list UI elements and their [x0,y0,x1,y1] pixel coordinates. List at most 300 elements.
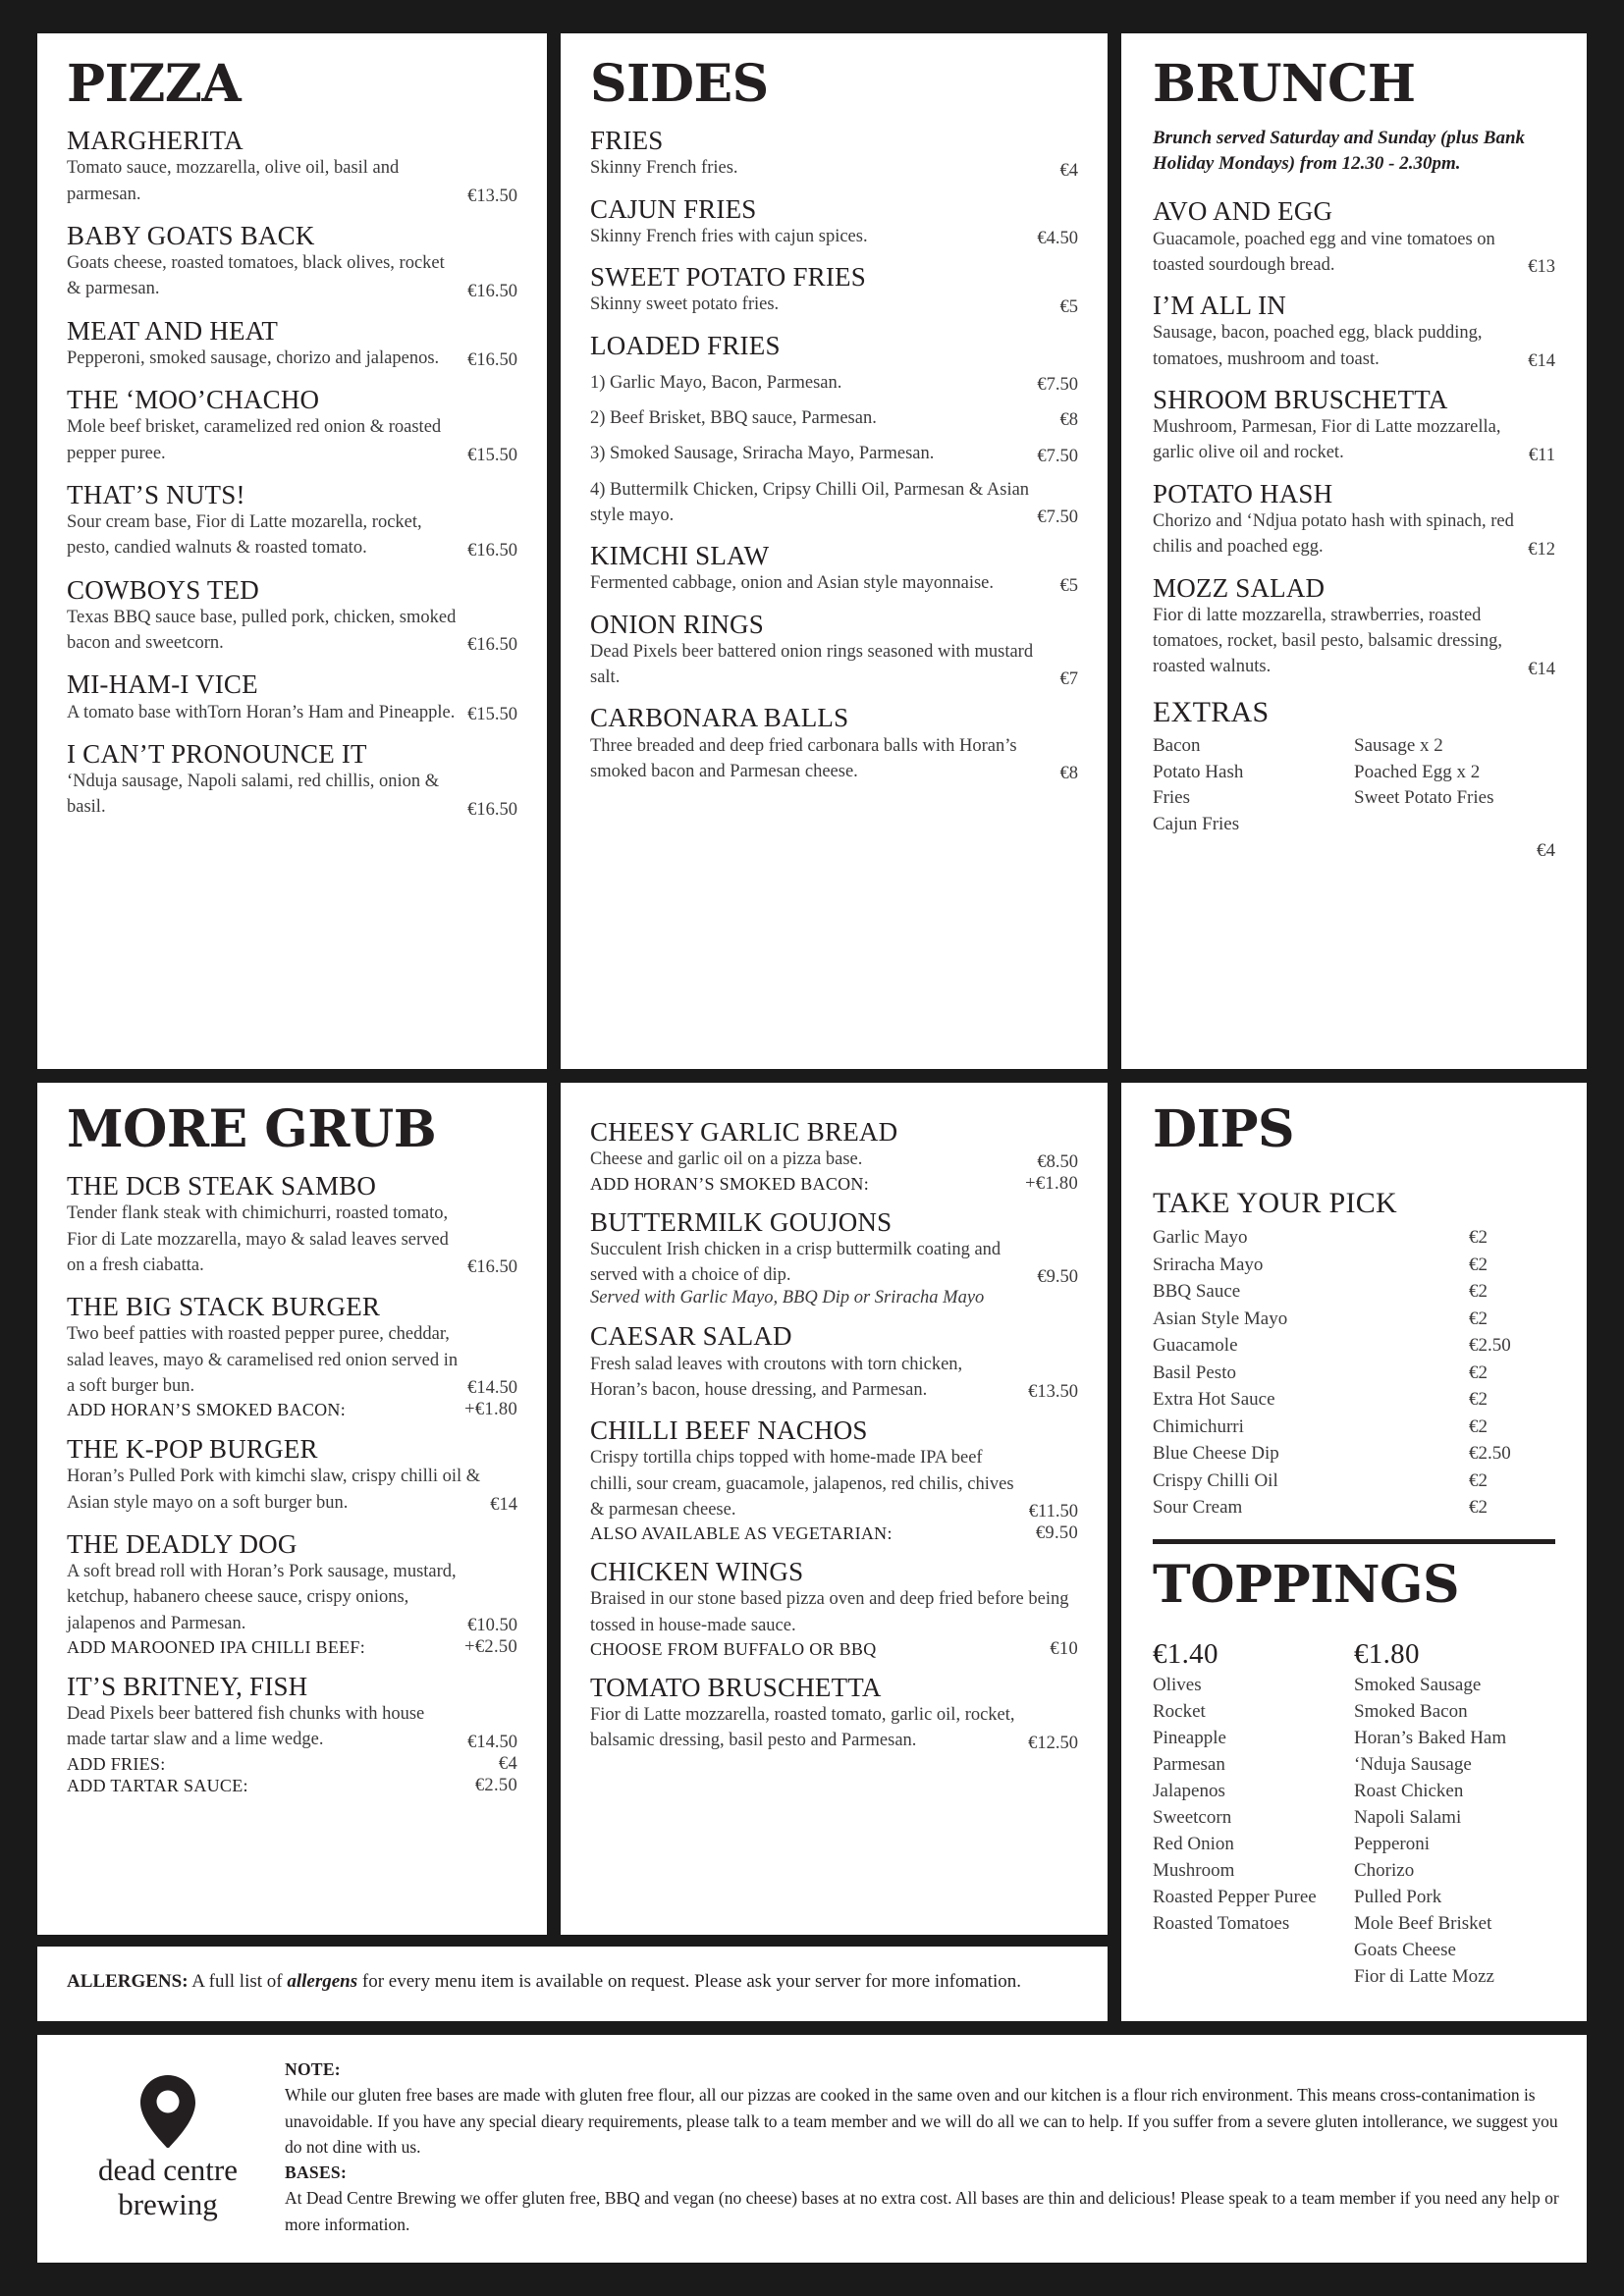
dip-price: €2 [1469,1362,1488,1383]
item-price: €14.50 [467,1378,517,1399]
item-price: €5 [1059,575,1078,596]
item-price: €10.50 [467,1615,517,1635]
item-price: €8.50 [1037,1151,1078,1172]
toppings-price-a: €1.40 [1153,1638,1218,1671]
toppings-price-b: €1.80 [1354,1638,1420,1671]
item-description: Braised in our stone based pizza oven and deep fried before being tossed in house-made sauce. [590,1589,1069,1635]
item-description: Dead Pixels beer battered onion rings seasoned with mustard salt. [590,641,1034,688]
item-price: €13.50 [467,186,517,206]
item-addon [67,1400,517,1420]
dip-price: €2 [1469,1469,1488,1491]
item-price: €8 [1059,764,1078,784]
item-desc-row [590,1702,1078,1754]
loaded-option-desc: 1) Garlic Mayo, Bacon, Parmesan. [590,372,842,393]
more-grub-right-list [590,1117,1078,1754]
item-description: Fresh salad leaves with croutons with torn chicken, Horan’s bacon, house dressing, and Parmesan. [590,1354,963,1400]
item-description: Succulent Irish chicken in a crisp buttermilk coating and served with a choice of dip. [590,1239,1001,1285]
item-description: Crispy tortilla chips topped with home-made IPA beef chilli, sour cream, guacamole, jalapenos, red chilis, chives & parmesan cheese. [590,1448,1014,1520]
item-description: Fermented cabbage, onion and Asian style mayonnaise. [590,573,995,594]
menu-item [67,1529,517,1658]
item-name: MOZZ SALAD [1153,572,1326,603]
allergens-text-b: for every menu item is available on request. Please ask your server for more infomation. [357,1971,1022,1993]
loaded-option-price: €7.50 [1037,446,1078,466]
loaded-option-row [590,441,1078,466]
item-description: A tomato base withTorn Horan’s Ham and Pineapple. [67,702,456,722]
mid-left-group [37,1083,1108,2021]
item-name: THAT’S NUTS! [67,479,245,509]
item-desc-row [67,414,517,466]
item-price: €4.50 [1037,229,1078,248]
addon-price: +€2.50 [464,1636,517,1657]
item-price: €16.50 [467,281,517,301]
addon-label: CHOOSE FROM BUFFALO OR BBQ [590,1638,877,1659]
sides-section [561,33,1108,1069]
item-price: €14 [490,1494,517,1515]
menu-item [590,1557,1078,1660]
allergens-bar [37,1947,1108,2021]
item-desc-row [1153,227,1555,279]
allergens-emphasis: allergens [287,1971,358,1993]
more-grub-left-list [67,1171,517,1796]
loaded-option-row [590,405,1078,431]
item-description: Mushroom, Parmesan, Fior di Latte mozzarella, garlic olive oil and rocket. [1153,417,1501,463]
menu-item [1153,196,1555,278]
pizza-section [37,33,547,1069]
item-name: I CAN’T PRONOUNCE IT [67,738,367,769]
addon-label: ALSO AVAILABLE AS VEGETARIAN: [590,1523,893,1544]
topping-item: ‘Nduja Sausage [1354,1753,1472,1775]
dip-price: €2 [1469,1281,1488,1303]
dips-toppings-section [1121,1083,1587,2021]
topping-item: Pepperoni [1354,1833,1431,1854]
extras-item: Sweet Potato Fries [1354,787,1494,809]
item-desc-row [1153,603,1555,680]
item-desc-row [590,570,1078,596]
item-desc-row [590,1237,1078,1289]
item-desc-row [67,1321,517,1399]
menu-item [590,1117,1078,1195]
item-name: ONION RINGS [590,609,764,639]
item-description: Mole beef brisket, caramelized red onion & roasted pepper puree. [67,417,442,463]
dips-divider [1153,1539,1555,1544]
menu-item [590,194,1078,250]
item-desc-row [590,733,1078,785]
item-price: €13 [1528,257,1555,278]
pizza-title: PIZZA [67,54,242,114]
item-price: €15.50 [467,445,517,465]
dip-row [1153,1332,1555,1360]
loaded-option-price: €8 [1059,410,1078,431]
item-description: Tomato sauce, mozzarella, olive oil, basil and parmesan. [67,158,400,204]
sides-item-list [590,126,1078,318]
addon-label: ADD HORAN’S SMOKED BACON: [590,1173,870,1194]
topping-item: Roast Chicken [1354,1780,1464,1801]
dip-name: Blue Cheese Dip [1153,1443,1279,1465]
item-description: Sausage, bacon, poached egg, black pudding, tomatoes, mushroom and toast. [1153,323,1483,369]
topping-item: Red Onion [1153,1833,1234,1854]
toppings-column-b [1354,1638,1555,1991]
footer [37,2035,1587,2263]
allergens-label: ALLERGENS: [67,1971,189,1993]
addon-price: €10 [1050,1638,1078,1659]
more-grub-title: MORE GRUB [67,1099,437,1159]
extras-right-list [1354,733,1555,839]
topping-item: Mole Beef Brisket [1354,1912,1492,1934]
item-name: I’M ALL IN [1153,291,1286,321]
topping-item: Parmesan [1153,1753,1225,1775]
item-description: A soft bread roll with Horan’s Pork sausage, mustard, ketchup, habanero cheese sauce, crispy onions, jalapenos and Parmesan. [67,1562,457,1633]
top-region [37,33,1587,1069]
item-desc-row [67,1701,517,1753]
menu-item [590,126,1078,182]
brunch-title: BRUNCH [1153,54,1416,114]
dip-row [1153,1386,1555,1414]
item-name: IT’S BRITNEY, FISH [67,1671,308,1701]
item-price: €14.50 [467,1732,517,1752]
item-desc-row [590,155,1078,181]
toppings-list-b [1354,1673,1555,1991]
menu-item [590,610,1078,691]
dip-name: BBQ Sauce [1153,1281,1241,1303]
dip-name: Garlic Mayo [1153,1227,1248,1248]
item-price: €12 [1528,539,1555,560]
menu-item [67,739,517,821]
menu-item [67,1434,517,1516]
dips-title: DIPS [1153,1099,1295,1159]
item-name: TOMATO BRUSCHETTA [590,1672,882,1702]
item-description: Skinny French fries with cajun spices. [590,226,868,246]
item-addon [590,1523,1078,1544]
footer-text [271,2051,1559,2247]
item-description: Dead Pixels beer battered fish chunks with house made tartar slaw and a lime wedge. [67,1704,425,1750]
item-name: THE BIG STACK BURGER [67,1292,381,1322]
item-addon [590,1639,1078,1660]
item-description: Fior di latte mozzarella, strawberries, roasted tomatoes, rocket, basil pesto, balsamic dressing, roasted walnuts. [1153,605,1503,677]
item-name: COWBOYS TED [67,574,259,605]
item-price: €11 [1528,445,1555,465]
item-price: €14 [1528,659,1555,679]
topping-item: Pineapple [1153,1727,1226,1748]
toppings-title: TOPPINGS [1153,1555,1460,1616]
menu-item [590,1673,1078,1754]
addon-price: +€1.80 [1025,1173,1078,1194]
item-description: Sour cream base, Fior di Latte mozarella, rocket, pesto, candied walnuts & roasted tomato. [67,512,422,559]
item-name: THE DEADLY DOG [67,1528,298,1559]
topping-item: Chorizo [1354,1859,1415,1881]
item-name: CHEESY GARLIC BREAD [590,1117,898,1147]
item-desc-row [67,250,517,302]
item-name: CHILLI BEEF NACHOS [590,1415,868,1446]
topping-item: Sweetcorn [1153,1806,1232,1828]
item-name: CHICKEN WINGS [590,1557,804,1587]
addon-price: €9.50 [1035,1523,1078,1544]
item-description: Horan’s Pulled Pork with kimchi slaw, crispy chilli oil & Asian style mayo on a soft burger bun. [67,1467,481,1513]
item-description: Chorizo and ‘Ndjua potato hash with spinach, red chilis and poached egg. [1153,510,1514,558]
map-pin-icon [140,2075,195,2148]
menu-item [590,703,1078,784]
more-grub-section [37,1083,547,1935]
menu-item [67,1672,517,1796]
dip-name: Basil Pesto [1153,1362,1236,1383]
extras-item: Potato Hash [1153,761,1244,782]
item-description: Fior di Latte mozzarella, roasted tomato, garlic oil, rocket, balsamic dressing, basil pesto and Parmesan. [590,1705,1015,1751]
extras-price: €4 [1537,840,1555,862]
dip-row [1153,1440,1555,1468]
menu-item [67,221,517,302]
item-price: €7 [1059,669,1078,690]
extras-left-list [1153,733,1354,839]
item-description: Pepperoni, smoked sausage, chorizo and jalapenos. [67,347,440,368]
grub-columns [37,1083,1108,1935]
addon-label: ADD MAROONED IPA CHILLI BEEF: [67,1636,366,1657]
topping-item: Roasted Tomatoes [1153,1912,1290,1934]
addon-label: ADD FRIES: [67,1753,166,1774]
topping-item: Pulled Pork [1354,1886,1442,1907]
note-body: While our gluten free bases are made with gluten free flour, all our pizzas are cooked in the same oven and our kitchen is a flour rich environment. This means cross-contanimation is unavoidable. If you have any special dieary requirements, please talk to a team member and we will do all we can to help. If you suffer from a severe gluten intollerance, we suggest you do not dine with us. [285,2085,1558,2157]
loaded-option-row [590,370,1078,396]
note-heading: NOTE: [285,2059,341,2079]
brunch-section [1121,33,1587,1069]
item-description: Two beef patties with roasted pepper puree, cheddar, salad leaves, mayo & caramelised red onion served in a soft burger bun. [67,1324,459,1396]
item-desc-row [590,1147,1078,1172]
item-price: €15.50 [467,704,517,724]
loaded-option-desc: 2) Beef Brisket, BBQ sauce, Parmesan. [590,408,877,428]
extras-columns [1153,733,1555,839]
dip-name: Sriracha Mayo [1153,1254,1264,1275]
item-price: €4 [1059,160,1078,181]
addon-label: ADD HORAN’S SMOKED BACON: [67,1400,347,1420]
item-name: FRIES [590,126,664,155]
item-desc-row [67,1464,517,1516]
item-desc-row [67,769,517,821]
item-addon [67,1776,517,1796]
item-name: KIMCHI SLAW [590,541,770,571]
item-name: MARGHERITA [67,126,244,155]
toppings-column-a [1153,1638,1354,1991]
item-name: CARBONARA BALLS [590,703,849,733]
dips-list [1153,1224,1555,1522]
item-price: €16.50 [467,1257,517,1278]
loaded-fries-name: LOADED FRIES [590,330,781,360]
dip-row [1153,1278,1555,1306]
extras-title: EXTRAS [1153,695,1270,728]
item-name: CAESAR SALAD [590,1321,792,1352]
topping-item: Horan’s Baked Ham [1354,1727,1507,1748]
item-price: €5 [1059,296,1078,317]
dip-price: €2 [1469,1415,1488,1437]
menu-item [67,669,517,725]
dip-row [1153,1306,1555,1333]
item-price: €16.50 [467,799,517,820]
item-price: €13.50 [1028,1382,1078,1403]
dip-name: Asian Style Mayo [1153,1308,1288,1329]
pizza-item-list [67,126,517,821]
item-desc-row [67,1201,517,1278]
item-name: MEAT AND HEAT [67,315,279,346]
item-addon [67,1637,517,1658]
dip-row [1153,1252,1555,1279]
menu-item [590,1321,1078,1403]
brunch-item-list [1153,196,1555,679]
topping-item: Roasted Pepper Puree [1153,1886,1317,1907]
item-desc-row [67,700,517,725]
loaded-fries-options [590,370,1078,528]
brand-name-line1: dead centre [98,2153,238,2188]
item-desc-row [1153,508,1555,561]
topping-item: Smoked Bacon [1354,1700,1468,1722]
item-desc-row [1153,320,1555,372]
item-description: Skinny sweet potato fries. [590,294,780,315]
addon-price: €4 [498,1753,517,1774]
dip-row [1153,1360,1555,1387]
dip-price: €2 [1469,1497,1488,1519]
menu-item [67,575,517,657]
item-addon [590,1174,1078,1195]
loaded-option-desc: 3) Smoked Sausage, Sriracha Mayo, Parmesan. [590,444,935,464]
dip-price: €2 [1469,1389,1488,1411]
item-desc-row [590,224,1078,249]
topping-item: Smoked Sausage [1354,1675,1482,1696]
item-name: MI-HAM-I VICE [67,669,258,700]
dip-price: €2.50 [1469,1335,1511,1357]
topping-item: Goats Cheese [1354,1939,1456,1960]
addon-price: €2.50 [474,1775,517,1795]
item-desc-row [590,639,1078,691]
item-desc-row [67,346,517,371]
item-price: €9.50 [1037,1267,1078,1288]
menu-item [590,1415,1078,1544]
extras-item: Cajun Fries [1153,814,1240,835]
dip-name: Guacamole [1153,1335,1238,1357]
item-desc-row [67,1559,517,1636]
dip-price: €2.50 [1469,1443,1511,1465]
item-price: €16.50 [467,635,517,656]
item-desc-row [67,155,517,207]
toppings-columns [1153,1638,1555,1991]
item-price: €16.50 [467,540,517,561]
item-description: Guacamole, poached egg and vine tomatoes on toasted sourdough bread. [1153,229,1495,275]
item-description: ‘Nduja sausage, Napoli salami, red chillis, onion & basil. [67,772,440,818]
loaded-option-price: €7.50 [1037,375,1078,395]
item-description: Cheese and garlic oil on a pizza base. [590,1149,863,1170]
dip-row [1153,1468,1555,1495]
menu-item [1153,291,1555,372]
dip-row [1153,1414,1555,1441]
menu-item [590,262,1078,318]
loaded-option-desc: 4) Buttermilk Chicken, Cripsy Chilli Oil, Parmesan & Asian style mayo. [590,479,1030,525]
dip-name: Sour Cream [1153,1497,1243,1519]
mid-region [37,1083,1587,2021]
item-name: THE ‘MOO’CHACHO [67,385,320,415]
item-name: THE DCB STEAK SAMBO [67,1171,377,1201]
item-price: €14 [1528,350,1555,371]
topping-item: Olives [1153,1675,1202,1696]
bases-heading: BASES: [285,2163,348,2182]
topping-item: Fior di Latte Mozz [1354,1965,1494,1987]
extras-price-row [1153,838,1555,865]
item-price: €11.50 [1028,1502,1078,1522]
extras-spacer [1153,838,1537,865]
allergens-text-a: A full list of [188,1971,288,1993]
sides-item-list-2 [590,541,1078,784]
item-desc-row [590,1586,1078,1638]
item-name: SWEET POTATO FRIES [590,262,866,292]
menu-item [67,480,517,561]
item-name: BABY GOATS BACK [67,220,315,250]
dip-name: Chimichurri [1153,1415,1244,1437]
dip-name: Crispy Chilli Oil [1153,1469,1278,1491]
menu-item [590,1207,1078,1309]
bases-body: At Dead Centre Brewing we offer gluten free, BBQ and vegan (no cheese) bases at no extra cost. All bases are thin and delicious! Please speak to a team member if you need any help or more information. [285,2188,1559,2234]
sides-title: SIDES [590,54,769,114]
item-addon [67,1754,517,1775]
extras-item: Poached Egg x 2 [1354,761,1481,782]
topping-item: Jalapenos [1153,1780,1225,1801]
item-description: Texas BBQ sauce base, pulled pork, chicken, smoked bacon and sweetcorn. [67,607,457,654]
dip-name: Extra Hot Sauce [1153,1389,1275,1411]
addon-price: +€1.80 [464,1400,517,1420]
item-price: €12.50 [1028,1733,1078,1753]
item-desc-row [590,292,1078,317]
item-description: Skinny French fries. [590,158,738,179]
item-name: CAJUN FRIES [590,193,757,224]
topping-item: Rocket [1153,1700,1206,1722]
item-name: THE K-POP BURGER [67,1434,318,1465]
item-name: POTATO HASH [1153,478,1333,508]
addon-label: ADD TARTAR SAUCE: [67,1775,248,1795]
item-description: Goats cheese, roasted tomatoes, black olives, rocket & parmesan. [67,253,445,299]
dips-subtitle: TAKE YOUR PICK [1153,1187,1398,1219]
more-grub-section-2 [561,1083,1108,1935]
menu-item [1153,479,1555,561]
item-desc-row [67,509,517,561]
extras-item: Bacon [1153,734,1201,756]
menu-item [1153,573,1555,680]
item-name: SHROOM BRUSCHETTA [1153,384,1448,414]
topping-item: Napoli Salami [1354,1806,1462,1828]
dip-price: €2 [1469,1227,1488,1248]
item-description: Three breaded and deep fried carbonara balls with Horan’s smoked bacon and Parmesan cheese. [590,735,1017,781]
menu-item [590,541,1078,597]
menu-item [67,126,517,207]
item-desc-row [1153,414,1555,466]
loaded-option-price: €7.50 [1037,507,1078,528]
dip-price: €2 [1469,1254,1488,1275]
menu-item [67,316,517,372]
item-name: BUTTERMILK GOUJONS [590,1206,893,1237]
brunch-blurb: Brunch served Saturday and Sunday (plus Bank Holiday Mondays) from 12.30 - 2.30pm. [1153,128,1526,175]
brand-logo [65,2051,271,2247]
item-note: Served with Garlic Mayo, BBQ Dip or Sriracha Mayo [590,1288,985,1308]
extras-item: Sausage x 2 [1354,734,1443,756]
item-name: AVO AND EGG [1153,196,1333,227]
menu-item [67,1171,517,1278]
item-desc-row [590,1445,1078,1522]
brand-name-line2: brewing [118,2187,218,2221]
item-description: Tender flank steak with chimichurri, roasted tomato, Fior di Late mozzarella, mayo & salad leaves served on a fresh ciabatta. [67,1203,449,1275]
menu-item [67,1292,517,1420]
dip-row [1153,1224,1555,1252]
toppings-list-a [1153,1673,1354,1938]
item-desc-row [67,605,517,657]
extras-item: Fries [1153,787,1190,809]
top-left-group [37,33,1108,1069]
topping-item: Mushroom [1153,1859,1235,1881]
loaded-option-row [590,477,1078,529]
item-price: €16.50 [467,350,517,371]
dip-price: €2 [1469,1308,1488,1329]
dip-row [1153,1494,1555,1522]
